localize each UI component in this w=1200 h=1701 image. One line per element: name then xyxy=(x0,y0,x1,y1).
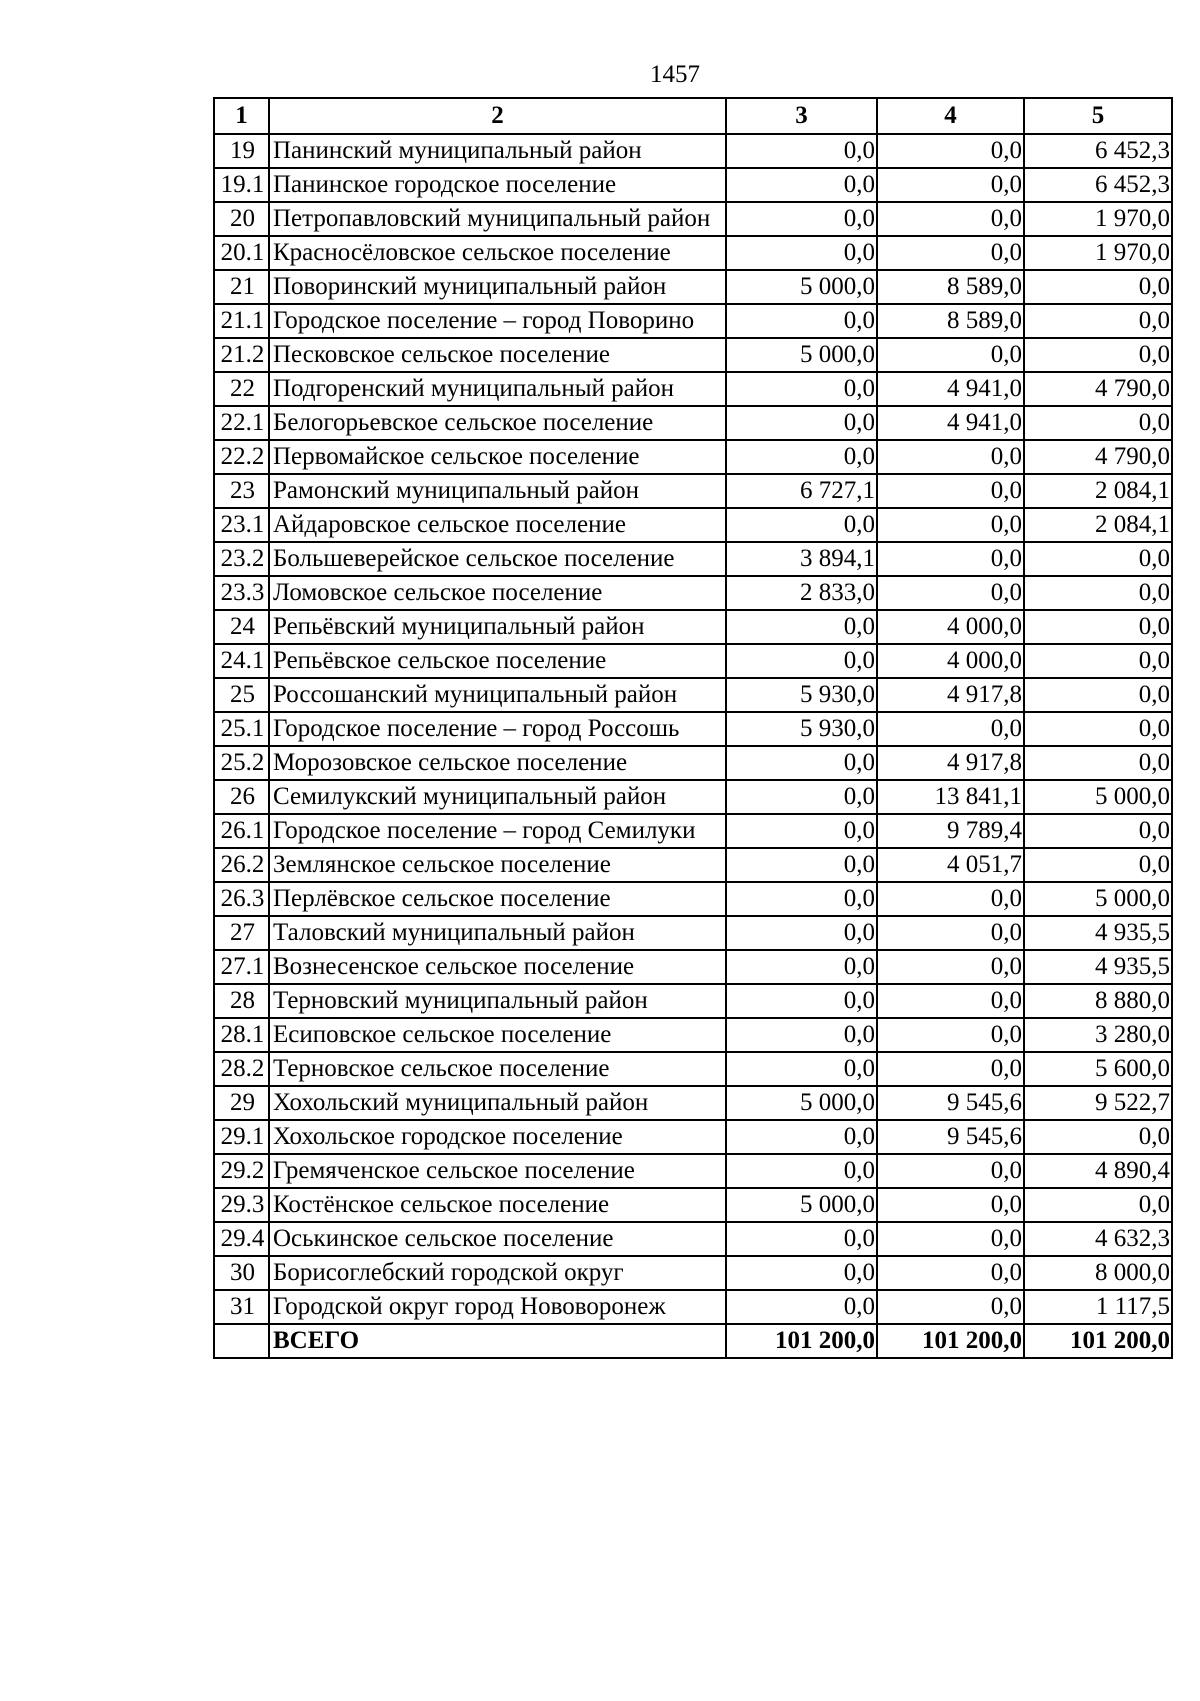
row-value-4: 0,0 xyxy=(877,1222,1024,1256)
row-value-3: 0,0 xyxy=(726,508,877,542)
row-value-5: 5 600,0 xyxy=(1024,1052,1172,1086)
row-value-5: 0,0 xyxy=(1024,712,1172,746)
row-value-3: 0,0 xyxy=(726,134,877,168)
row-value-5: 3 280,0 xyxy=(1024,1018,1172,1052)
row-name: Борисоглебский городской округ xyxy=(269,1256,726,1290)
row-number: 28 xyxy=(214,984,269,1018)
row-number: 20.1 xyxy=(214,236,269,270)
table-row xyxy=(214,474,1172,508)
table-row xyxy=(214,1290,1172,1324)
row-number: 25.1 xyxy=(214,712,269,746)
table-row xyxy=(214,1018,1172,1052)
row-value-5: 0,0 xyxy=(1024,746,1172,780)
row-value-5: 0,0 xyxy=(1024,678,1172,712)
row-number: 21 xyxy=(214,270,269,304)
row-name: Терновский муниципальный район xyxy=(269,984,726,1018)
row-value-4: 0,0 xyxy=(877,950,1024,984)
row-value-3: 0,0 xyxy=(726,814,877,848)
row-value-3: 5 000,0 xyxy=(726,1188,877,1222)
row-value-5: 4 935,5 xyxy=(1024,950,1172,984)
row-name: Репьёвское сельское поселение xyxy=(269,644,726,678)
table-row xyxy=(214,1256,1172,1290)
table-row xyxy=(214,950,1172,984)
table-row xyxy=(214,814,1172,848)
row-name: Репьёвский муниципальный район xyxy=(269,610,726,644)
row-name: Хохольское городское поселение xyxy=(269,1120,726,1154)
row-value-3: 5 930,0 xyxy=(726,678,877,712)
row-number: 27 xyxy=(214,916,269,950)
row-value-3: 0,0 xyxy=(726,1222,877,1256)
table-row xyxy=(214,542,1172,576)
table-row xyxy=(214,1154,1172,1188)
row-value-5: 0,0 xyxy=(1024,338,1172,372)
row-value-4: 0,0 xyxy=(877,1052,1024,1086)
row-value-4: 0,0 xyxy=(877,338,1024,372)
row-value-5: 0,0 xyxy=(1024,814,1172,848)
row-number: 24 xyxy=(214,610,269,644)
table-row xyxy=(214,270,1172,304)
table-row xyxy=(214,372,1172,406)
row-value-4: 4 000,0 xyxy=(877,644,1024,678)
row-value-5: 2 084,1 xyxy=(1024,508,1172,542)
row-value-4: 4 917,8 xyxy=(877,678,1024,712)
row-name: Оськинское сельское поселение xyxy=(269,1222,726,1256)
table-row xyxy=(214,440,1172,474)
row-number: 22.1 xyxy=(214,406,269,440)
table-row xyxy=(214,576,1172,610)
row-number: 29.3 xyxy=(214,1188,269,1222)
table-row xyxy=(214,644,1172,678)
row-value-3: 2 833,0 xyxy=(726,576,877,610)
row-value-4: 8 589,0 xyxy=(877,304,1024,338)
table-row xyxy=(214,712,1172,746)
row-number: 21.1 xyxy=(214,304,269,338)
row-value-4: 0,0 xyxy=(877,712,1024,746)
row-value-4: 0,0 xyxy=(877,1018,1024,1052)
row-number: 26.2 xyxy=(214,848,269,882)
row-name: Городской округ город Нововоронеж xyxy=(269,1290,726,1324)
table-body xyxy=(214,134,1172,1324)
row-value-3: 5 930,0 xyxy=(726,712,877,746)
row-value-5: 5 000,0 xyxy=(1024,780,1172,814)
total-col-3: 101 200,0 xyxy=(726,1324,877,1358)
row-value-5: 0,0 xyxy=(1024,610,1172,644)
row-value-3: 0,0 xyxy=(726,644,877,678)
row-number: 19.1 xyxy=(214,168,269,202)
row-number: 26.3 xyxy=(214,882,269,916)
row-value-3: 5 000,0 xyxy=(726,1086,877,1120)
row-value-4: 0,0 xyxy=(877,1290,1024,1324)
row-number: 25 xyxy=(214,678,269,712)
row-name: Есиповское сельское поселение xyxy=(269,1018,726,1052)
row-number: 23 xyxy=(214,474,269,508)
row-number: 28.1 xyxy=(214,1018,269,1052)
row-value-5: 4 790,0 xyxy=(1024,440,1172,474)
row-value-5: 6 452,3 xyxy=(1024,168,1172,202)
row-value-3: 0,0 xyxy=(726,984,877,1018)
table-row xyxy=(214,882,1172,916)
table-row xyxy=(214,1086,1172,1120)
row-value-4: 8 589,0 xyxy=(877,270,1024,304)
row-value-4: 13 841,1 xyxy=(877,780,1024,814)
row-value-3: 0,0 xyxy=(726,780,877,814)
table-row xyxy=(214,406,1172,440)
row-name: Терновское сельское поселение xyxy=(269,1052,726,1086)
row-name: Городское поселение – город Семилуки xyxy=(269,814,726,848)
total-row xyxy=(214,1324,1172,1358)
row-name: Подгоренский муниципальный район xyxy=(269,372,726,406)
row-value-3: 0,0 xyxy=(726,1154,877,1188)
table-row xyxy=(214,1052,1172,1086)
row-name: Россошанский муниципальный район xyxy=(269,678,726,712)
row-value-5: 0,0 xyxy=(1024,1120,1172,1154)
row-value-4: 0,0 xyxy=(877,202,1024,236)
row-value-3: 0,0 xyxy=(726,1018,877,1052)
table-row xyxy=(214,236,1172,270)
table-row xyxy=(214,746,1172,780)
row-number: 28.2 xyxy=(214,1052,269,1086)
row-number: 24.1 xyxy=(214,644,269,678)
row-value-3: 0,0 xyxy=(726,372,877,406)
row-value-3: 0,0 xyxy=(726,746,877,780)
row-number: 29.4 xyxy=(214,1222,269,1256)
row-value-3: 0,0 xyxy=(726,406,877,440)
row-value-3: 5 000,0 xyxy=(726,338,877,372)
row-value-3: 0,0 xyxy=(726,1290,877,1324)
row-value-3: 0,0 xyxy=(726,1256,877,1290)
table-header-row xyxy=(214,98,1172,134)
row-number: 27.1 xyxy=(214,950,269,984)
row-number: 31 xyxy=(214,1290,269,1324)
row-name: Таловский муниципальный район xyxy=(269,916,726,950)
row-value-5: 6 452,3 xyxy=(1024,134,1172,168)
row-value-5: 0,0 xyxy=(1024,542,1172,576)
table-row xyxy=(214,202,1172,236)
row-name: Поворинский муниципальный район xyxy=(269,270,726,304)
row-value-5: 1 970,0 xyxy=(1024,202,1172,236)
row-number: 26.1 xyxy=(214,814,269,848)
row-value-4: 4 000,0 xyxy=(877,610,1024,644)
row-name: Вознесенское сельское поселение xyxy=(269,950,726,984)
table-row xyxy=(214,780,1172,814)
row-value-3: 0,0 xyxy=(726,610,877,644)
row-value-3: 0,0 xyxy=(726,882,877,916)
table-row xyxy=(214,168,1172,202)
header-col-3: 3 xyxy=(726,98,877,134)
row-name: Панинское городское поселение xyxy=(269,168,726,202)
row-value-5: 0,0 xyxy=(1024,406,1172,440)
row-name: Морозовское сельское поселение xyxy=(269,746,726,780)
row-value-3: 0,0 xyxy=(726,916,877,950)
row-number: 25.2 xyxy=(214,746,269,780)
row-value-4: 4 941,0 xyxy=(877,372,1024,406)
row-value-4: 0,0 xyxy=(877,576,1024,610)
row-value-4: 0,0 xyxy=(877,1188,1024,1222)
row-name: Семилукский муниципальный район xyxy=(269,780,726,814)
row-value-4: 0,0 xyxy=(877,916,1024,950)
row-number: 21.2 xyxy=(214,338,269,372)
header-col-2: 2 xyxy=(269,98,726,134)
row-value-3: 6 727,1 xyxy=(726,474,877,508)
row-number: 23.2 xyxy=(214,542,269,576)
total-col-4: 101 200,0 xyxy=(877,1324,1024,1358)
row-value-4: 0,0 xyxy=(877,134,1024,168)
row-name: Рамонский муниципальный район xyxy=(269,474,726,508)
row-value-5: 2 084,1 xyxy=(1024,474,1172,508)
row-value-4: 0,0 xyxy=(877,474,1024,508)
row-number: 29.1 xyxy=(214,1120,269,1154)
row-number: 29.2 xyxy=(214,1154,269,1188)
row-value-3: 0,0 xyxy=(726,440,877,474)
row-name: Айдаровское сельское поселение xyxy=(269,508,726,542)
row-value-3: 3 894,1 xyxy=(726,542,877,576)
row-value-4: 0,0 xyxy=(877,236,1024,270)
page-number: 1457 xyxy=(650,61,700,88)
row-name: Костёнское сельское поселение xyxy=(269,1188,726,1222)
row-value-3: 0,0 xyxy=(726,304,877,338)
total-num xyxy=(214,1324,269,1358)
row-value-5: 8 000,0 xyxy=(1024,1256,1172,1290)
row-value-3: 0,0 xyxy=(726,168,877,202)
row-name: Хохольский муниципальный район xyxy=(269,1086,726,1120)
total-col-5: 101 200,0 xyxy=(1024,1324,1172,1358)
row-value-3: 0,0 xyxy=(726,1120,877,1154)
row-name: Гремяченское сельское поселение xyxy=(269,1154,726,1188)
row-value-4: 0,0 xyxy=(877,168,1024,202)
header-col-1: 1 xyxy=(214,98,269,134)
row-value-5: 9 522,7 xyxy=(1024,1086,1172,1120)
row-value-4: 4 941,0 xyxy=(877,406,1024,440)
row-value-5: 4 935,5 xyxy=(1024,916,1172,950)
row-name: Городское поселение – город Россошь xyxy=(269,712,726,746)
table-row xyxy=(214,1120,1172,1154)
row-value-5: 4 890,4 xyxy=(1024,1154,1172,1188)
row-value-5: 0,0 xyxy=(1024,304,1172,338)
row-value-4: 4 051,7 xyxy=(877,848,1024,882)
table-row xyxy=(214,134,1172,168)
row-name: Ломовское сельское поселение xyxy=(269,576,726,610)
row-value-3: 0,0 xyxy=(726,236,877,270)
row-number: 26 xyxy=(214,780,269,814)
row-value-4: 0,0 xyxy=(877,508,1024,542)
table-row xyxy=(214,1222,1172,1256)
row-name: Первомайское сельское поселение xyxy=(269,440,726,474)
table-row xyxy=(214,1188,1172,1222)
row-name: Белогорьевское сельское поселение xyxy=(269,406,726,440)
row-value-5: 0,0 xyxy=(1024,848,1172,882)
row-value-5: 1 117,5 xyxy=(1024,1290,1172,1324)
row-value-5: 1 970,0 xyxy=(1024,236,1172,270)
row-name: Красносёловское сельское поселение xyxy=(269,236,726,270)
row-number: 22.2 xyxy=(214,440,269,474)
row-name: Петропавловский муниципальный район xyxy=(269,202,726,236)
table-row xyxy=(214,508,1172,542)
row-value-3: 0,0 xyxy=(726,950,877,984)
row-value-4: 0,0 xyxy=(877,1256,1024,1290)
header-col-4: 4 xyxy=(877,98,1024,134)
row-value-5: 0,0 xyxy=(1024,1188,1172,1222)
row-name: Городское поселение – город Поворино xyxy=(269,304,726,338)
row-value-5: 0,0 xyxy=(1024,644,1172,678)
row-value-5: 5 000,0 xyxy=(1024,882,1172,916)
total-label: ВСЕГО xyxy=(269,1324,726,1358)
row-name: Панинский муниципальный район xyxy=(269,134,726,168)
row-value-4: 0,0 xyxy=(877,984,1024,1018)
row-number: 19 xyxy=(214,134,269,168)
row-number: 23.3 xyxy=(214,576,269,610)
row-value-4: 0,0 xyxy=(877,440,1024,474)
table-row xyxy=(214,610,1172,644)
table-row xyxy=(214,848,1172,882)
row-number: 20 xyxy=(214,202,269,236)
row-value-3: 0,0 xyxy=(726,848,877,882)
row-value-5: 4 790,0 xyxy=(1024,372,1172,406)
row-value-4: 9 789,4 xyxy=(877,814,1024,848)
row-value-4: 0,0 xyxy=(877,882,1024,916)
row-value-5: 0,0 xyxy=(1024,270,1172,304)
row-number: 29 xyxy=(214,1086,269,1120)
table-row xyxy=(214,304,1172,338)
table-row xyxy=(214,338,1172,372)
table-row xyxy=(214,678,1172,712)
row-value-4: 9 545,6 xyxy=(877,1086,1024,1120)
row-name: Песковское сельское поселение xyxy=(269,338,726,372)
row-number: 22 xyxy=(214,372,269,406)
table-row xyxy=(214,916,1172,950)
row-value-4: 9 545,6 xyxy=(877,1120,1024,1154)
row-value-4: 0,0 xyxy=(877,542,1024,576)
allocation-table xyxy=(213,97,1173,1359)
row-number: 23.1 xyxy=(214,508,269,542)
row-number: 30 xyxy=(214,1256,269,1290)
row-value-5: 8 880,0 xyxy=(1024,984,1172,1018)
table-row xyxy=(214,984,1172,1018)
row-name: Перлёвское сельское поселение xyxy=(269,882,726,916)
row-name: Землянское сельское поселение xyxy=(269,848,726,882)
header-col-5: 5 xyxy=(1024,98,1172,134)
row-value-4: 4 917,8 xyxy=(877,746,1024,780)
row-name: Большеверейское сельское поселение xyxy=(269,542,726,576)
row-value-5: 0,0 xyxy=(1024,576,1172,610)
row-value-3: 0,0 xyxy=(726,202,877,236)
row-value-3: 0,0 xyxy=(726,1052,877,1086)
row-value-3: 5 000,0 xyxy=(726,270,877,304)
row-value-5: 4 632,3 xyxy=(1024,1222,1172,1256)
row-value-4: 0,0 xyxy=(877,1154,1024,1188)
